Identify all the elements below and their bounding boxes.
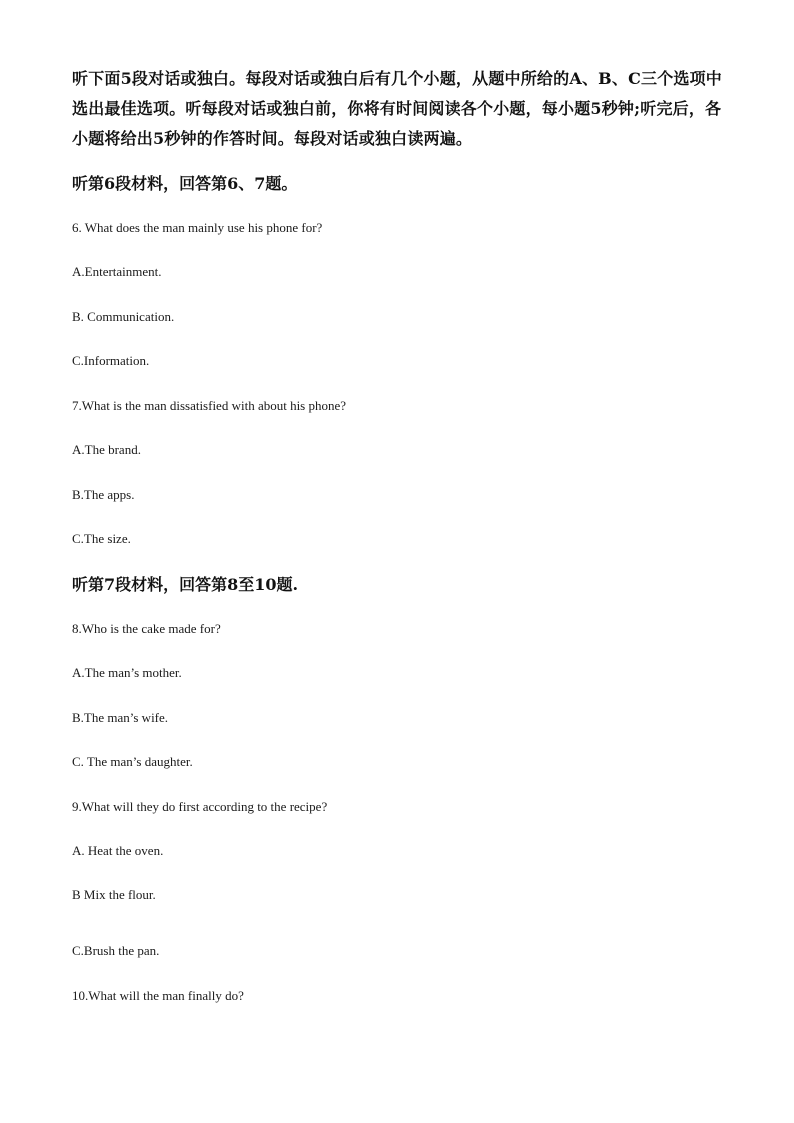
option-9-c: C.Brush the pan. (72, 943, 160, 958)
option-9-b: B Mix the flour. (72, 887, 156, 902)
question-7: 7.What is the man dissatisfied with about his phone? (72, 398, 347, 413)
option-7-b: B.The apps. (72, 487, 135, 502)
option-8-c: C. The man’s daughter. (72, 754, 193, 769)
section-heading-6-7: 听第6段材料，回答第6、7题。 (72, 174, 298, 193)
option-7-a: A.The brand. (72, 442, 141, 457)
question-8: 8.Who is the cake made for? (72, 621, 221, 636)
instructions-paragraph: 听下面5段对话或独白。每段对话或独白后有几个小题，从题中所给的A、B、C三个选项中选出最佳选项。听每段对话或独白前，你将有时间阅读各个小题，每小题5秒钟;听完后，各小题将给出5秒钟的作答时间。每段对话或独白读两遍。 (72, 69, 723, 148)
option-9-a: A. Heat the oven. (72, 843, 164, 858)
question-10: 10.What will the man finally do? (72, 988, 244, 1003)
option-6-a: A.Entertainment. (72, 264, 162, 279)
option-8-b: B.The man’s wife. (72, 710, 169, 725)
question-9: 9.What will they do first according to the recipe? (72, 799, 328, 814)
option-8-a: A.The man’s mother. (72, 665, 182, 680)
option-6-c: C.Information. (72, 353, 150, 368)
option-7-c: C.The size. (72, 531, 131, 546)
section-heading-8-10: 听第7段材料，回答第8至10题. (72, 575, 299, 594)
question-6: 6. What does the man mainly use his phone for? (72, 220, 323, 235)
option-6-b: B. Communication. (72, 309, 175, 324)
